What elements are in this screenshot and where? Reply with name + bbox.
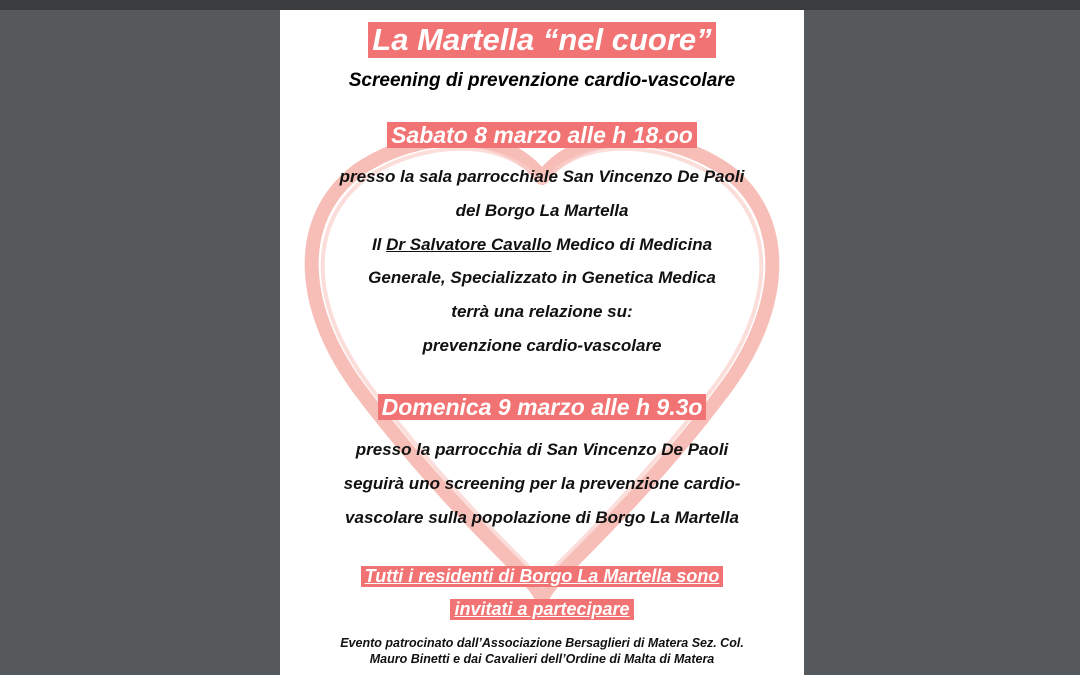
sunday-date-banner: Domenica 9 marzo alle h 9.3o: [280, 394, 804, 420]
doctor-name: Dr Salvatore Cavallo: [386, 235, 552, 254]
saturday-line-1: presso la sala parrocchiale San Vincenzo De Paoli: [339, 167, 745, 186]
invite-line-2: invitati a partecipare: [280, 599, 804, 620]
sunday-line-3: vascolare sulla popolazione di Borgo La Martella: [345, 508, 739, 527]
sunday-line-1: presso la parrocchia di San Vincenzo De Paoli: [355, 440, 729, 459]
saturday-line-5: terrà una relazione su:: [451, 302, 633, 321]
footer-line-1: Evento patrocinato dall’Associazione Bersaglieri di Matera Sez. Col.: [340, 636, 744, 650]
saturday-date-banner: Sabato 8 marzo alle h 18.oo: [280, 122, 804, 148]
saturday-line-2: del Borgo La Martella: [455, 201, 629, 220]
flyer-subtitle: Screening di prevenzione cardio-vascolare: [348, 70, 736, 91]
viewer-top-bar: [0, 0, 1080, 10]
document-page: [280, 10, 804, 675]
footer-line-2: Mauro Binetti e dai Cavalieri dell’Ordine di Malta di Matera: [369, 652, 715, 666]
sunday-line-2: seguirà uno screening per la prevenzione cardio-: [343, 474, 741, 493]
saturday-line-6: prevenzione cardio-vascolare: [422, 336, 662, 355]
flyer-title: La Martella “nel cuore”: [280, 22, 804, 58]
saturday-line-4: Generale, Specializzato in Genetica Medica: [368, 268, 716, 287]
saturday-doctor-line: Il Dr Salvatore Cavallo Medico di Medicina: [371, 235, 713, 254]
invite-line-1: Tutti i residenti di Borgo La Martella sono: [280, 566, 804, 587]
